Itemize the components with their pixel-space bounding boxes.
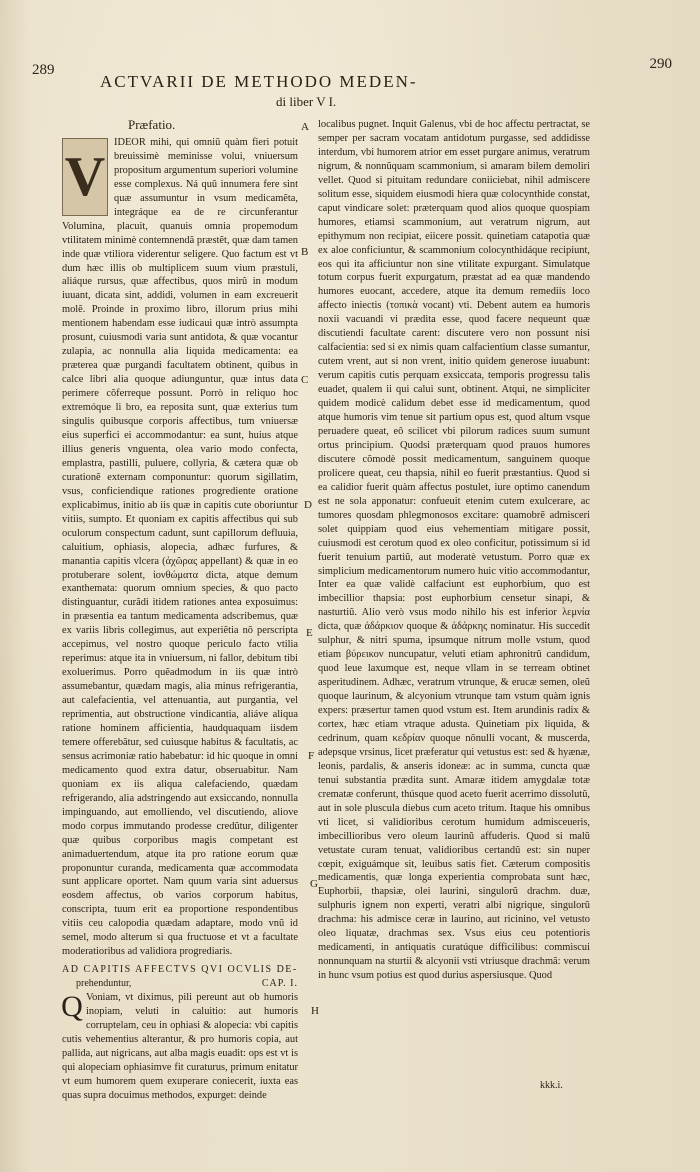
margin-letter-f: F <box>308 750 315 762</box>
margin-letter-h: H <box>311 1005 319 1017</box>
running-title: ACTVARII DE METHODO MEDEN- <box>100 72 418 91</box>
margin-letter-c: C <box>301 374 309 386</box>
chapter-initial-letter: Q <box>61 990 83 1024</box>
signature-mark: kkk.i. <box>540 1080 563 1091</box>
preface-heading: Præfatio. <box>128 117 176 132</box>
margin-letter-g: G <box>310 878 318 890</box>
running-subtitle: di liber V I. <box>276 94 337 109</box>
chapter-initial <box>62 992 82 1022</box>
right-paragraph: localibus pugnet. Inquit Galenus, vbi de hoc affectu pertractat, se semper per sacram vocatam antidotum purgasse, sed addidisse interdum, vbi humorem atrior em esset purgare animus, veratrum nigrum, & nonnũquam scammonium, si amaram bilem demoliri vellet. Quod si pituitam redundare coniiciebat, nihil admiscere solitum esse, siquidem eiusmodi hiera quæ colocynthide constat, caput vindicare solet: præterquam quod alios quoque quospiam humores, etiamsi scammonium, aut veratrum nigrum, aut epithymum non recipiat, eiicere possit. quinetiam catapotia quæ ex aloe conficiuntur, & scammonium colocynthidáque recipiunt, eos qui ita afficiuntur non sine vtilitate expurgant. Simulatque totum corpus fuerit expurgatum, præstat ad ea quæ mandendo humores euocant, accedere, atque ita demum remediis loco affecto iniectis (τοπικὰ vocant) vti. Debent autem ea humoris noxii vacuandi vi prædita esse, quod facere nequeunt quæ discutiendi facultate carent: discutere vero non possunt nisi calfacientia: sed si ex nimis quam calfacientium classe sumantur, cutem vrent, aut si non vrent, initio quidem generose iuuabunt: verum capitis cutis perquam exsiccata, temporis progressu talis euadet, qualem ii qui calui sunt, obtinent. Atqui, ne simpliciter quidem modicè calidum debet esse id medicamentum, quod atque humoris vim tenue sit partium opus est, quod altum vsque peruadere queat, eô scilicet vbi pilorum radices suum sumunt ortus principium. Quodsi præterquam quod prauos humores discutere cõmodè possit medicamentum, sanguinem quoque prolicere queat, ceu thapsia, nihil eo fuerit præstantius. Quod si ea calidior fuerit quàm affectus postulet, iure optimo canendum est ne sola apponatur: confueuit etenim cutem exulcerare, ac tumores quosdam phlegmonosos excitare: quamobrẽ admisceri solet quippiam quod eius vehementiam mitigare possit, cuiusmodi est cerotum quod ex oleo conficitur, potissimum si id fuerit tenuium partiũ, aut moderatè vetustum. Porro quæ ex simplicium medicamentorum numero huic vitio accommodantur, Inter ea quæ validè calfaciunt est euphorbium, quo est imbecillior thapsia: post euphorbium censetur sinapi, & nasturtiũ. Alio verò vsus modo nihilo his est inferior λεμνία dicta, quæ ἀδάρκιον quoque & ἀδάρκης nominatur. His succedit sulphur, & nitri spuma, ipsumque nitrum molle vstum, quod etiam βύρεικον nuncupatur, veluti etiam aphronitrũ candidum, quod leue laxumque est, neque vllam in se terream obtinet asperitudinem. Adhæc, veratrum vtrunque, & erucæ semen, oleũ quoque laurinum, & alcyonium vtrunque tam vstum quàm ignis expers: præsertur tamen quod vstum est. Item arundinis radix & cortex, hæc etiam vtraque adusta. Quinetiam pix liquida, & cedrinum, quam κεδρίαν quoque nõnulli vocant, & muscerda, adepsque vrsinus, licet præferatur qui vetustus est: sed & hyænæ, leonis, pardalis, & anseris idoneæ: ac in summa, cuncta quæ tenui substantia prædita sunt. Amaræ itidem amygdalæ totæ crematæ conferunt, thúsque quod aceto fuerit acerrimo dissolutũ, aut in sole pluscula diebus cum aceto tritum. Itaque his omnibus vti licet, si validioribus cerotum humidum admisceueris, imbecillioribus vero oleum laurinũ affuderis. Quod si malũ vetustate curam tenuat, validioribus certandũ est: sin nuper cœpit, exiguámque sit, leuibus satis fiet. Cæterum compositis medicamentis, quæ longa experientia comprobata sunt hæc, Euphorbii, thapsiæ, olei laurini, singulorũ drachm. duæ, sulphuris ignem non experti, veratri albi nigrique, singulorũ drachma: his admisce ceræ in laurino, aut ricinino, vel vetusto oleo liquatæ, drachmas sex. Vsus eius ceu potentioris medicamenti, in antiquatis curatúque difficilibus: commiscui nonnunquam na sturtii & alcyonii vsti vtriusque drachmã: verum in hunc vsum potius est quod durius aspersiusque. Quod <box>318 119 590 982</box>
margin-letter-a: A <box>301 121 309 133</box>
chapter-paragraph: Voniam, vt diximus, pili pereunt aut ob humoris inopiam, veluti in caluitio: aut humoris corruptelam, ceu in ophiasi & alopecia: vbi capitis cutis vehementius alterantur, & pro humoris copia, aut pallida, aut nigricans, aut alba magis euadit: ops est vt is qui alopeciam ophiasimve fit curaturus, primum enitatur vt eum humorem quem exuperare coniecerit, iuxta eas quas supra docuimus methodos, expurget: deinde <box>62 992 298 1101</box>
margin-letter-e: E <box>306 627 313 639</box>
chapter-heading: AD CAPITIS AFFECTVS QVI OCVLIS DE- <box>62 964 298 976</box>
running-header <box>0 56 700 114</box>
left-page-number: 289 <box>32 62 55 78</box>
chapter-subheading: prehenduntur, <box>76 978 132 990</box>
left-text-column <box>61 117 298 1101</box>
right-text-column <box>318 118 590 1078</box>
decorated-initial <box>62 138 108 216</box>
preface-paragraph: IDEOR mihi, qui omniũ quàm fieri potuit breuissimè meminisse volui, vniuersum propositum argumentum superiori volumine esse complexus. Ná quũ innumera fere sint quæ assumuntur in vsum medicamẽta, integráque ea de re circunferantur Volumina, placuit, quanuis omnia propemodum vtilitatem minimè contemnendã præstẽt, quæ dam tamen inde quæ vtiliora viderentur seligere. Quo factum est vt dum hæc illis ob multiplicem suum vium præstuli, aliáque rursus, quæ affectibus, quos mirũ in modum iuuant, dicata sint, addidi, volumen in eam excreuerit molẽ. Proinde in proximo libro, illorum prius mihi mentionem habendam esse iudicaui quæ intrò assumpta prosunt, cuiusmodi varia sunt antidota, & quæ vocantur zulapia, ac nonnulla alia liquida medicamenta: ea præterea quæ purgandi facultatem obtinent, quibus in calce libri alia quoque adiunguntur, quæ intus data perimere cõferreque possunt. Porrò in reliquo hoc extremóque li bro, ea reposita sunt, quæ exterius tum singulis quibusque corporis affectibus, tum vniuersæ eius superfici ei accommodantur: ea sunt, huius atque illius generis vnguenta, olea vario modo confecta, emplastra, pastilli, puluere, collyria, & cætera quæ ob curationẽ externam componuntur: quorum sigillatim, vsus, conficiendique rationes progrediente oratione explicabimus, initio ab iis quæ in capitis cute oboriuntur vitiis, sumpto. Et quoniam ex capitis affectibus qui sub oculorum conspectum cadunt, sunt capillorum defluuia, caluitium, ophiasis, alopecia, adhæc furfures, & manantia capitis vlcera (ἀχῶρας appellant) & quæ in eo protuberare solent, ἰονθώματα dicta, atque demum exanthemata: quorum omnium species, & quo pacto distinguantur, curãdi itidem rationes antea exposuimus: in præsentia ea tantum medicamenta adscribemus, quæ ex variis libris collegimus, aut experiẽtia nõ perscripta accepimus, vel nostro quoque periculo facto vtilia reperimus: atque ita in vniuersum, ni fallor, debitum tibi exoluerimus. Porro quẽadmodum in iis quæ intrò assumebantur, quædam magis, alia minus refrigerantia, aut calefacientia, vel attenuantia, aut purgantia, vel reprimentia, aut obstructione vindicantia, aliáve aliqua ratione hominem afficientia, haudquaquam iisdem temere offerebãtur, sed cuiusque habitus & facultatis, ac sensus acrimoniæ ratio habebatur: id hic quoque in omni medicamento quod extra datur, obseruabitur. Nam quoniam ex iis aliqua calefaciendo, quædam refrigerando, alia adstringendo aut exsiccando, nonnulla impinguando, aut emolliendo, vel discutiendo, aliove modo corpus immutando prodesse credũtur, diligenter quæ quibus corporibus magis competant est animaduertendum, atque ita pro ratione eorum quæ proponuntur curanda, medicamenta quæ accommodata sunt applicare oportet. Nam quum varia sint aduersus eosdem affectus, ob varios corporum habitus, conscripta, tuum erit ea proportione respondentibus vitiis ceu calopodia quædam adaptare, modo vnũ id semel, modo alterum si qua fructuose et vt a facultate moderatioribus ad validiora progrediaris. <box>62 136 298 958</box>
chapter-number: CAP. I. <box>261 978 298 990</box>
chapter-subheading-line <box>62 977 298 991</box>
initial-letter: V <box>64 145 106 208</box>
margin-letter-b: B <box>301 246 309 258</box>
margin-letter-d: D <box>304 499 312 511</box>
right-page-number: 290 <box>649 56 672 72</box>
